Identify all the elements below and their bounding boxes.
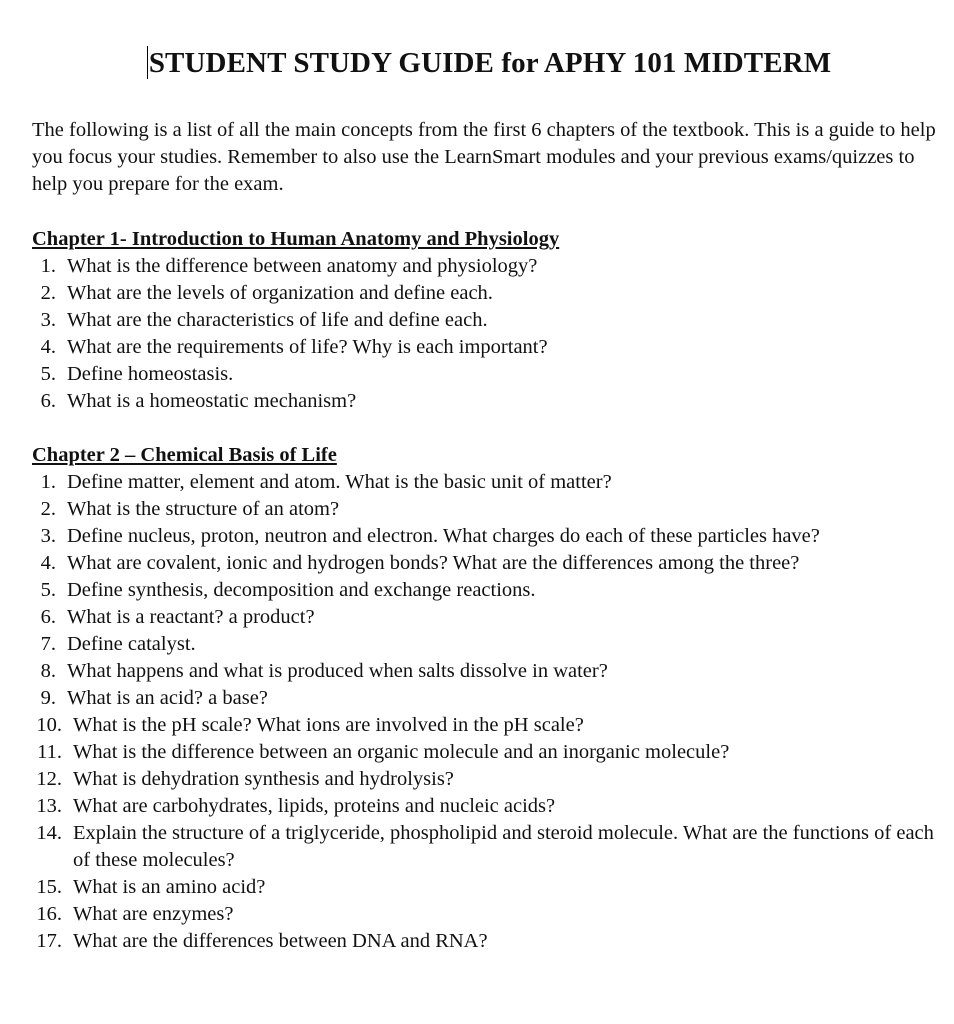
- question-text: What are enzymes?: [73, 903, 234, 925]
- question-number: 9.: [40, 687, 56, 709]
- question-text: Define nucleus, proton, neutron and electron. What charges do each of these particles have?: [67, 525, 820, 547]
- question-text: What are carbohydrates, lipids, proteins and nucleic acids?: [73, 795, 556, 817]
- title-container: [149, 44, 831, 82]
- question-item: [32, 685, 942, 712]
- question-text: What is a homeostatic mechanism?: [67, 390, 357, 412]
- question-number: 1.: [40, 255, 56, 277]
- question-text: What is a reactant? a product?: [67, 606, 315, 628]
- question-text: What is the structure of an atom?: [67, 498, 340, 520]
- question-number: 3.: [40, 525, 56, 547]
- question-item: [32, 280, 942, 307]
- question-item: [32, 712, 942, 739]
- question-item: [32, 577, 942, 604]
- question-number: 14.: [36, 822, 62, 844]
- question-text: What are covalent, ionic and hydrogen bonds? What are the differences among the three?: [67, 552, 800, 574]
- question-number: 6.: [40, 606, 56, 628]
- question-number: 2.: [40, 282, 56, 304]
- question-item: [32, 820, 942, 874]
- question-item: [32, 739, 942, 766]
- question-item: [32, 550, 942, 577]
- question-text: Define matter, element and atom. What is the basic unit of matter?: [67, 471, 612, 493]
- question-list: [32, 253, 942, 415]
- question-text: Define synthesis, decomposition and exchange reactions.: [67, 579, 536, 601]
- question-number: 3.: [40, 309, 56, 331]
- chapter-2-section: [32, 442, 942, 955]
- question-item: [32, 793, 942, 820]
- question-number: 8.: [40, 660, 56, 682]
- question-item: [32, 334, 942, 361]
- question-item: [32, 631, 942, 658]
- question-item: [32, 307, 942, 334]
- question-number: 5.: [40, 363, 56, 385]
- question-text: What is the difference between an organic molecule and an inorganic molecule?: [73, 741, 730, 763]
- question-number: 6.: [40, 390, 56, 412]
- question-list: [32, 469, 942, 955]
- question-number: 12.: [36, 768, 62, 790]
- question-text: What is dehydration synthesis and hydrolysis?: [73, 768, 454, 790]
- question-text: What is an amino acid?: [73, 876, 266, 898]
- question-item: [32, 604, 942, 631]
- question-number: 5.: [40, 579, 56, 601]
- question-item: [32, 523, 942, 550]
- question-item: [32, 928, 942, 955]
- question-text: Define homeostasis.: [67, 363, 234, 385]
- chapter-heading: Chapter 2 – Chemical Basis of Life: [32, 444, 337, 466]
- question-text: What are the differences between DNA and RNA?: [73, 930, 488, 952]
- question-item: [32, 361, 942, 388]
- question-number: 7.: [40, 633, 56, 655]
- text-cursor: [147, 46, 148, 79]
- document-title-row: [0, 44, 954, 82]
- question-number: 13.: [36, 795, 62, 817]
- question-text: What are the characteristics of life and define each.: [67, 309, 488, 331]
- question-number: 17.: [36, 930, 62, 952]
- intro-paragraph: The following is a list of all the main concepts from the first 6 chapters of the textbook. This is a guide to help you focus your studies. Remember to also use the LearnSmart modules and your previous exams/quizzes to help you prepare for the exam.: [32, 119, 936, 195]
- question-item: [32, 388, 942, 415]
- chapter-1-section: [32, 226, 942, 415]
- question-text: What is the pH scale? What ions are involved in the pH scale?: [73, 714, 584, 736]
- question-item: [32, 496, 942, 523]
- question-number: 16.: [36, 903, 62, 925]
- question-number: 1.: [40, 471, 56, 493]
- question-text: What are the requirements of life? Why is each important?: [67, 336, 548, 358]
- question-item: [32, 658, 942, 685]
- question-number: 15.: [36, 876, 62, 898]
- question-item: [32, 901, 942, 928]
- question-item: [32, 469, 942, 496]
- question-text: What is the difference between anatomy and physiology?: [67, 255, 538, 277]
- document-title: STUDENT STUDY GUIDE for APHY 101 MIDTERM: [148, 47, 832, 79]
- question-text: Define catalyst.: [67, 633, 196, 655]
- question-text: What is an acid? a base?: [67, 687, 268, 709]
- question-number: 10.: [36, 714, 62, 736]
- question-text: What happens and what is produced when salts dissolve in water?: [67, 660, 608, 682]
- question-item: [32, 766, 942, 793]
- chapter-heading: Chapter 1- Introduction to Human Anatomy and Physiology: [32, 228, 560, 250]
- question-number: 2.: [40, 498, 56, 520]
- question-item: [32, 874, 942, 901]
- question-number: 4.: [40, 552, 56, 574]
- question-text: Explain the structure of a triglyceride, phospholipid and steroid molecule. What are the functions of each of these molecules?: [73, 822, 934, 871]
- question-item: [32, 253, 942, 280]
- question-number: 11.: [37, 741, 62, 763]
- question-number: 4.: [40, 336, 56, 358]
- question-text: What are the levels of organization and define each.: [67, 282, 493, 304]
